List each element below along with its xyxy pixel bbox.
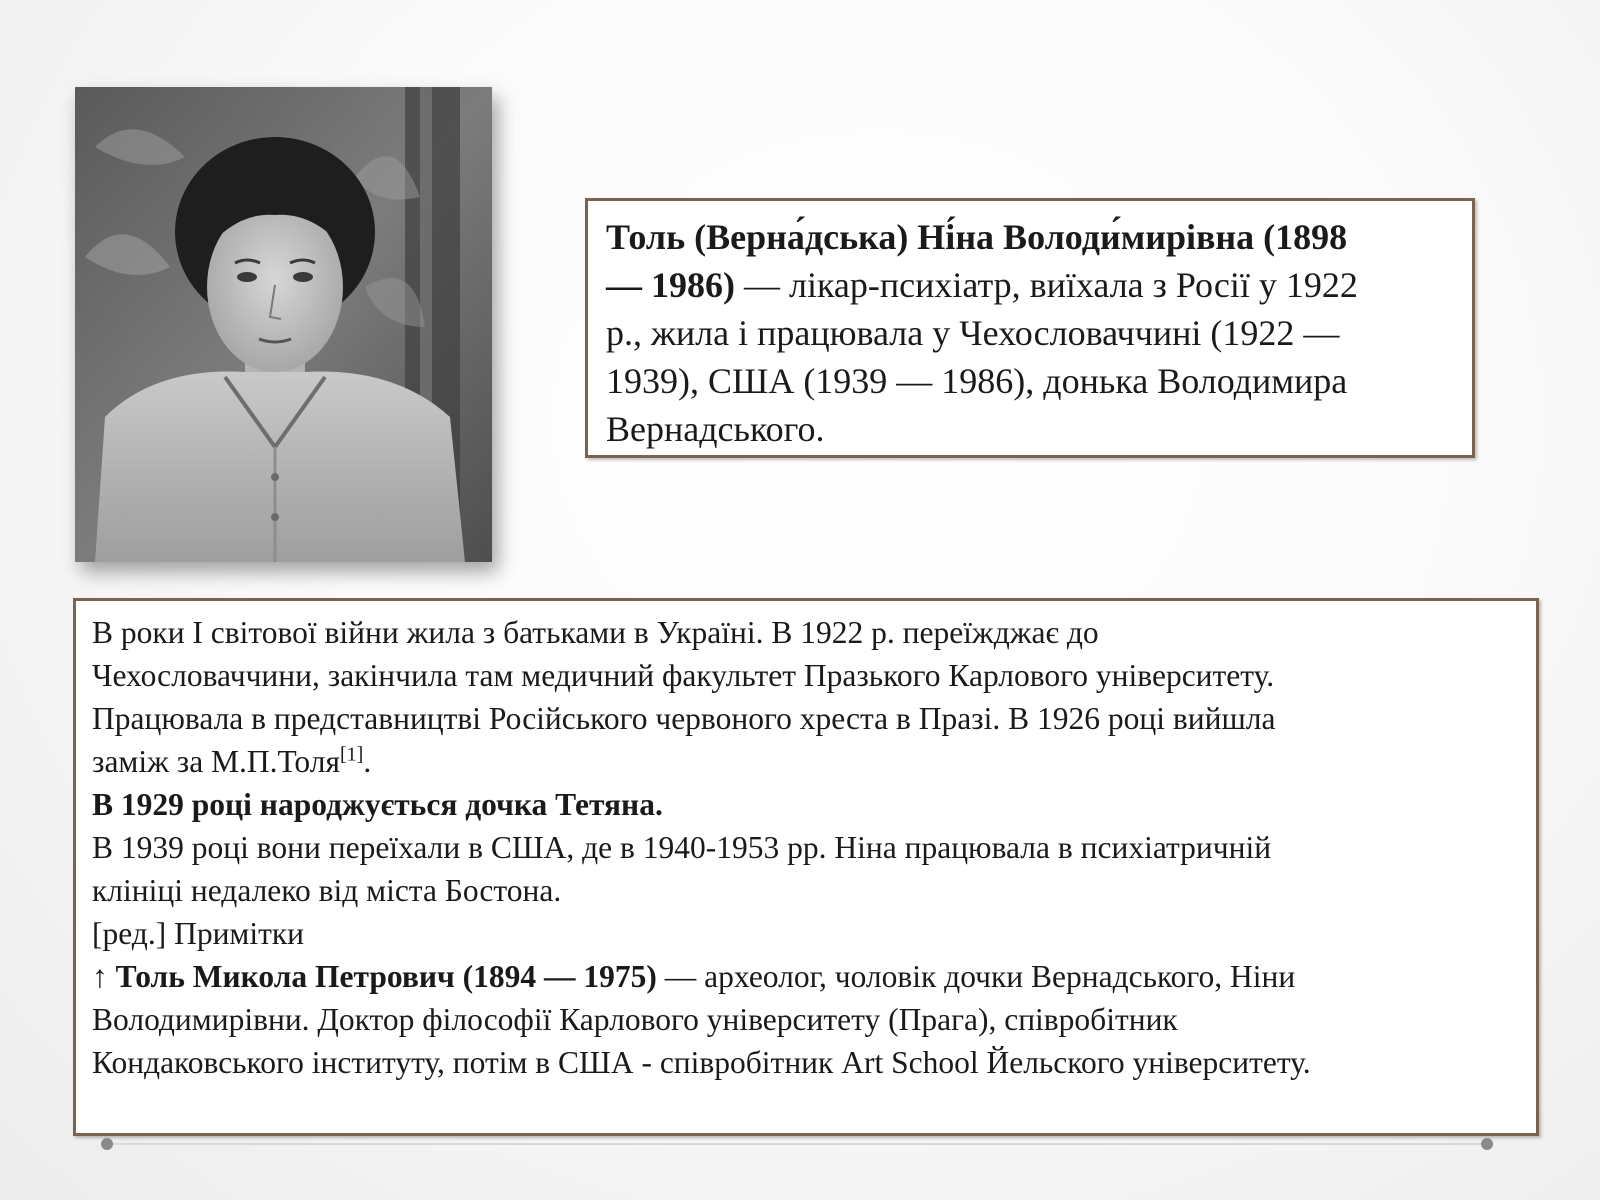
main-line-4 bbox=[92, 740, 1520, 783]
bio-line-4: 1939), США (1939 — 1986), донька Володимира bbox=[606, 361, 1348, 401]
bio-line-1 bbox=[606, 213, 1454, 261]
bio-box bbox=[585, 198, 1475, 458]
up-arrow-icon[interactable]: ↑ bbox=[92, 959, 116, 994]
main-line-1: В роки I світової війни жила з батьками в Україні. В 1922 р. переїжджає до bbox=[92, 615, 1099, 650]
bio-name-part1: Толь (Верна́дська) Ні́на Володи́мирівна (1898 bbox=[606, 217, 1348, 257]
portrait-photo-icon bbox=[75, 87, 492, 562]
main-line-4-text: заміж за М.П.Толя bbox=[92, 744, 340, 779]
main-line-4-end: . bbox=[363, 744, 372, 779]
main-line-9 bbox=[92, 955, 1520, 998]
main-text-box bbox=[73, 598, 1539, 1136]
main-line-3: Працювала в представництві Російського червоного хреста в Празі. В 1926 році вийшла bbox=[92, 701, 1276, 736]
bottom-right-dot bbox=[1481, 1138, 1493, 1150]
bottom-rail bbox=[107, 1143, 1487, 1145]
main-line-2: Чехословаччини, закінчила там медичний факультет Празького Карлового університету. bbox=[92, 658, 1275, 693]
bio-text-1: — лікар-психіатр, виїхала з Росії у 1922 bbox=[735, 265, 1358, 305]
portrait-photo bbox=[75, 87, 492, 562]
footnote-ref[interactable]: [1] bbox=[339, 743, 364, 766]
main-line-10: Володимирівни. Доктор філософії Карлового університету (Прага), співробітник bbox=[92, 1002, 1178, 1037]
bottom-left-dot bbox=[101, 1138, 113, 1150]
main-line-7: клініці недалеко від міста Бостона. bbox=[92, 873, 562, 908]
main-line-9-bold: Толь Микола Петрович (1894 — 1975) bbox=[115, 959, 657, 994]
main-line-11: Кондаковського інституту, потім в США - співробітник Art School Йельского університету. bbox=[92, 1045, 1311, 1080]
bio-name-part2: — 1986) bbox=[606, 265, 735, 305]
bio-line-5: Вернадського. bbox=[606, 409, 825, 449]
main-line-8: [ред.] Примітки bbox=[92, 916, 305, 951]
main-line-5: В 1929 році народжується дочка Тетяна. bbox=[92, 787, 663, 822]
bio-line-2 bbox=[606, 261, 1454, 309]
main-line-9-rest: — археолог, чоловік дочки Вернадського, Ніни bbox=[656, 959, 1296, 994]
bio-line-3: р., жила і працювала у Чехословаччині (1922 — bbox=[606, 313, 1340, 353]
main-line-6: В 1939 році вони переїхали в США, де в 1940-1953 рр. Ніна працювала в психіатричній bbox=[92, 830, 1272, 865]
